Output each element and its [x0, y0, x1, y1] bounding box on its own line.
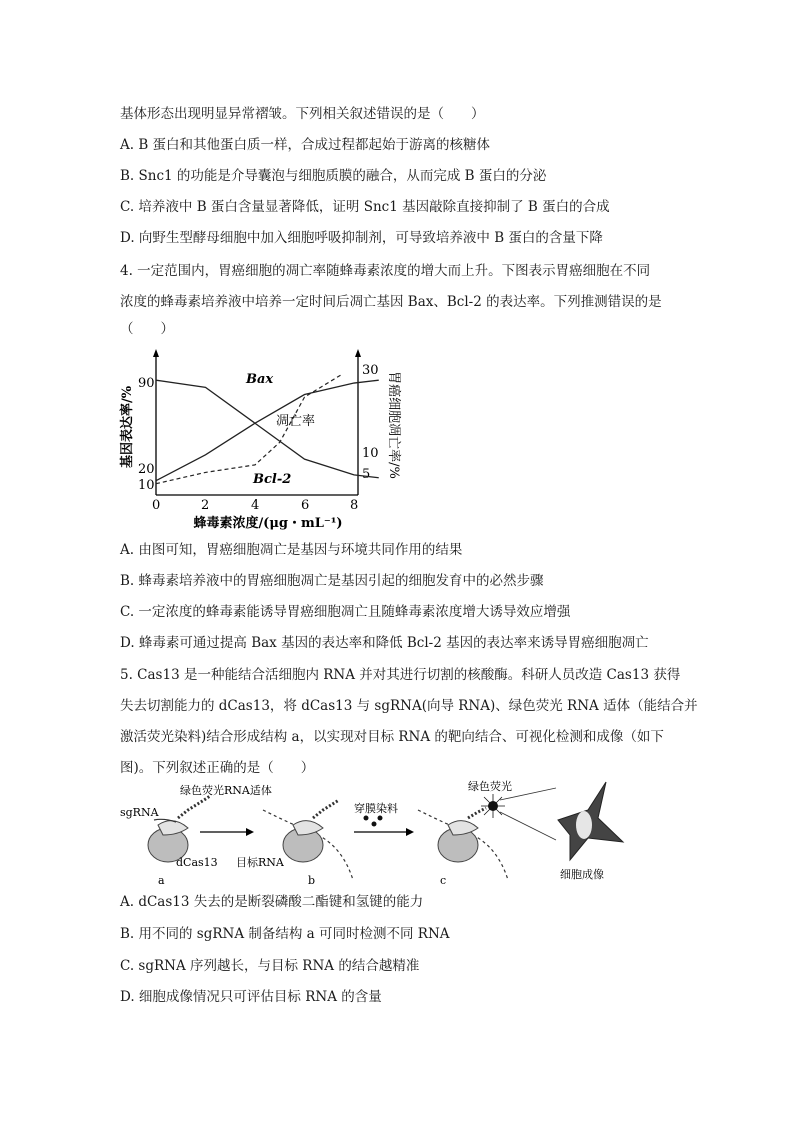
x-tick-6: 6	[301, 498, 310, 513]
label-a: a	[158, 874, 165, 887]
label-dye: 穿膜染料	[354, 802, 398, 815]
series-line-bax	[156, 380, 379, 480]
y-left-tick-20: 20	[138, 462, 155, 477]
cell-image	[558, 782, 623, 860]
dcas13-lobe-c	[448, 821, 478, 835]
label-target-rna: 目标RNA	[236, 856, 284, 869]
dcas13-lobe-b	[293, 821, 323, 835]
q5-option-c: C. sgRNA 序列越长，与目标 RNA 的结合越精准	[120, 958, 420, 974]
y-left-axis-title: 基因表达率/%	[120, 385, 135, 469]
series-label-apoptosis: 凋亡率	[276, 414, 316, 429]
label-dcas13: dCas13	[176, 856, 218, 869]
label-fluorescence: 绿色荧光	[468, 780, 512, 793]
x-tick-2: 2	[201, 498, 210, 513]
label-b: b	[308, 874, 316, 887]
series-line-apoptosis	[156, 375, 342, 484]
pointer-line-bottom	[500, 812, 556, 840]
q3-option-d: D. 向野生型酵母细胞中加入细胞呼吸抑制剂，可导致培养液中 B 蛋白的含量下降	[120, 230, 603, 246]
arrow-b-to-c-head	[406, 828, 414, 836]
q4-stem-line-1: 4. 一定范围内，胃癌细胞的凋亡率随蜂毒素浓度的增大而上升。下图表示胃癌细胞在不同	[120, 263, 651, 279]
structure-a	[120, 783, 272, 887]
q3-option-a: A. B 蛋白和其他蛋白质一样，合成过程都起始于游离的核糖体	[120, 137, 491, 153]
label-aptamer: 绿色荧光RNA适体	[180, 784, 272, 797]
dye-dot-1	[364, 816, 369, 821]
q3-stem-tail: 基体形态出现明显异常褶皱。下列相关叙述错误的是（ ）	[120, 106, 485, 122]
q5-option-d: D. 细胞成像情况只可评估目标 RNA 的含量	[120, 989, 382, 1005]
structure-c	[418, 780, 512, 887]
q5-option-a: A. dCas13 失去的是断裂磷酸二酯键和氢键的能力	[120, 894, 424, 910]
y-right-tick-30: 30	[362, 363, 379, 378]
q4-option-b: B. 蜂毒素培养液中的胃癌细胞凋亡是基因引起的细胞发育中的必然步骤	[120, 573, 544, 589]
x-tick-4: 4	[251, 498, 260, 513]
q4-stem-line-3: （ ）	[120, 321, 174, 337]
fluorescence-burst-icon	[481, 794, 505, 818]
dcas13-lobe-a	[158, 821, 188, 835]
x-tick-0: 0	[152, 498, 161, 513]
apoptosis-chart	[118, 345, 418, 535]
q4-option-a: A. 由图可知，胃癌细胞凋亡是基因与环境共同作用的结果	[120, 542, 463, 558]
series-label-bax: Bax	[246, 372, 274, 387]
q5-option-b: B. 用不同的 sgRNA 制备结构 a 可同时检测不同 RNA	[120, 926, 450, 942]
q4-stem-line-2: 浓度的蜂毒素培养液中培养一定时间后凋亡基因 Bax、Bcl-2 的表达率。下列推测错误的是	[120, 294, 662, 310]
aptamer-strand-a	[178, 796, 210, 818]
series-label-bcl2: Bcl-2	[253, 472, 292, 487]
structure-b	[236, 800, 353, 887]
arrow-a-to-b-head	[246, 828, 254, 836]
q4-option-d: D. 蜂毒素可通过提高 Bax 基因的表达率和降低 Bcl-2 基因的表达率来诱导胃癌细胞凋亡	[120, 635, 649, 651]
y-axis-left-arrow	[153, 349, 159, 357]
label-cell-imaging: 细胞成像	[560, 868, 604, 881]
q3-option-c: C. 培养液中 B 蛋白含量显著降低，证明 Snc1 基因敲除直接抑制了 B 蛋白的合成	[120, 199, 610, 215]
q3-option-b: B. Snc1 的功能是介导囊泡与细胞质膜的融合，从而完成 B 蛋白的分泌	[120, 168, 547, 184]
q4-option-c: C. 一定浓度的蜂毒素能诱导胃癌细胞凋亡且随蜂毒素浓度增大诱导效应增强	[120, 604, 571, 620]
aptamer-strand-b	[313, 800, 339, 818]
label-sgrna: sgRNA	[120, 806, 159, 819]
q5-stem-line-3: 激活荧光染料)结合形成结构 a，以实现对目标 RNA 的靶向结合、可视化检测和成像（如下	[120, 729, 664, 745]
y-left-tick-90: 90	[138, 376, 155, 391]
q5-stem-line-4: 图)。下列叙述正确的是（ ）	[120, 760, 315, 776]
cell-nucleus	[576, 811, 592, 839]
y-right-tick-10: 10	[362, 446, 379, 461]
q5-stem-line-1: 5. Cas13 是一种能结合活细胞内 RNA 并对其进行切割的核酸酶。科研人员改造 Cas13 获得	[120, 667, 681, 683]
aptamer-strand-c	[468, 808, 486, 818]
y-left-tick-10: 10	[138, 478, 155, 493]
y-axis-right-arrow	[355, 349, 361, 357]
dye-dot-3	[378, 816, 383, 821]
dye-dot-2	[372, 822, 377, 827]
cas13-diagram	[118, 780, 708, 890]
y-right-tick-5: 5	[362, 467, 371, 482]
q5-stem-line-2: 失去切割能力的 dCas13，将 dCas13 与 sgRNA(向导 RNA)、绿色荧光 RNA 适体（能结合并	[120, 698, 698, 714]
label-c: c	[440, 874, 447, 887]
x-axis-title: 蜂毒素浓度/(μg・mL⁻¹)	[193, 516, 343, 531]
y-right-axis-title: 胃癌细胞凋亡率/%	[386, 371, 401, 479]
x-tick-8: 8	[350, 498, 359, 513]
